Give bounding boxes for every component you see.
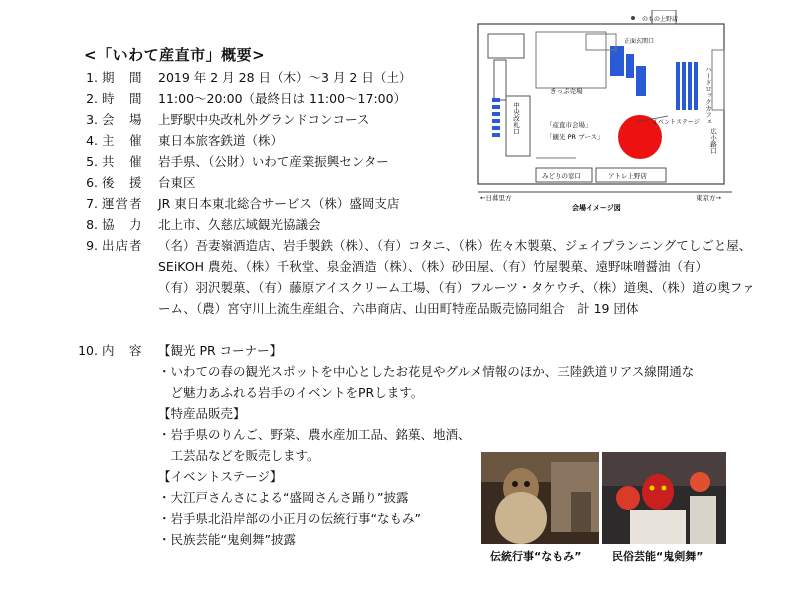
content-line: 【特産品販売】 [158, 406, 246, 421]
item-number: 1. [86, 70, 98, 85]
label-tokyo: 東京方→ [696, 194, 721, 202]
label-nippori: ←日暮里方 [480, 194, 512, 202]
item-number: 4. [86, 133, 98, 148]
item-value: 岩手県、（公財）いわて産業振興センター [158, 154, 389, 169]
item-label: 後 援 [102, 175, 143, 190]
content-line: 【イベントステージ】 [158, 469, 283, 484]
item-label: 主 催 [102, 133, 143, 148]
item-label: 期 間 [102, 70, 143, 85]
item-label: 会 場 [102, 112, 143, 127]
item-number: 3. [86, 112, 98, 127]
overview-item [70, 343, 282, 359]
stairs-right [676, 62, 698, 110]
caption-kenbai: 民俗芸能“鬼剣舞” [612, 550, 704, 563]
item-number: 2. [86, 91, 98, 106]
content-line: ・大江戸さんさによる“盛岡さんさ踊り”披露 [158, 490, 409, 505]
content-line: ・民族芸能“鬼剣舞”披露 [158, 532, 296, 547]
item-value: 台東区 [158, 175, 196, 190]
item-label: 共 催 [102, 154, 143, 169]
straw-costume [495, 492, 547, 544]
location-dot [631, 16, 635, 20]
map-caption: 会場イメージ図 [572, 204, 621, 212]
item-value: 上野駅中央改札外グランドコンコース [158, 112, 370, 127]
stairs-main-gate-2 [626, 54, 634, 78]
map-inner [712, 50, 724, 110]
item-label: 出店者 [102, 238, 143, 253]
content-line: ・岩手県のりんご、野菜、農水産加工品、銘菓、地酒、 [158, 427, 471, 442]
label-midori: みどりの窓口 [542, 172, 581, 180]
venue-map [476, 10, 736, 212]
label-atore: アトレ上野店 [608, 172, 647, 180]
overview-item [70, 175, 196, 191]
item-label: 運営者 [102, 196, 143, 211]
item-number: 6. [86, 175, 98, 190]
photo-namomi [481, 452, 599, 544]
overview-item [70, 154, 389, 170]
exhibitor-line: （有）羽沢製菓、（有）藤原アイスクリーム工場、（有）フルーツ・タケウチ、（株）道奥、（株）道の奥ファ [158, 280, 755, 295]
photo-kenbai [602, 452, 726, 544]
label-central-gate: 中央改札口 [512, 102, 520, 135]
overview-item [70, 238, 751, 254]
exhibitor-line: ーム、（農）宮守川上流生産組合、六串商店、山田町特産品販売協同組合 計 19 団体 [158, 301, 639, 316]
label-hiroshoji: 広小路口 [709, 128, 717, 154]
item-value: 11:00～20:00（最終日は 11:00～17:00） [158, 91, 407, 106]
item-number: 7. [86, 196, 98, 211]
overview-item [70, 70, 411, 86]
label-kippu: きっぷ売場 [550, 87, 583, 95]
item-value: JR 東日本東北総合サービス（株）盛岡支店 [158, 196, 400, 211]
overview-item [70, 112, 369, 128]
fan-left [616, 486, 640, 510]
stairs-left [492, 98, 500, 137]
item-label: 協 力 [102, 217, 143, 232]
label-hard-rock: ハードロックカフェ [704, 66, 712, 125]
stairs-main-gate-3 [636, 66, 646, 96]
item-label: 内 容 [102, 343, 143, 358]
label-event-stage: イベントステージ [652, 119, 700, 126]
item-value: 2019 年 2 月 28 日（木）～3 月 2 日（土） [158, 70, 412, 85]
overview-item [70, 196, 399, 212]
page-title: <「いわて産直市」概要> [84, 46, 266, 64]
item-label: 時 間 [102, 91, 143, 106]
label-main-gate: 正面玄関口 [624, 38, 655, 45]
item-number: 5. [86, 154, 98, 169]
item-number: 8. [86, 217, 98, 232]
label-park-exit: のもの上野店 [642, 16, 679, 23]
label-venue1: 「産直市会場」 [546, 121, 592, 129]
item-number: 9. [86, 238, 98, 253]
item-value: 【観光 PR コーナー】 [158, 343, 283, 358]
map-block [494, 60, 506, 100]
overview-item [70, 217, 321, 233]
content-line: ど魅力あふれる岩手のイベントをPRします。 [158, 385, 424, 400]
content-line: 工芸品などを販売します。 [158, 448, 320, 463]
item-value: 北上市、久慈広域観光協議会 [158, 217, 321, 232]
label-venue2: 「観光 PR ブース」 [546, 133, 604, 141]
content-line: ・岩手県北沿岸部の小正月の伝統行事“なもみ” [158, 511, 421, 526]
overview-item [70, 91, 406, 107]
item-number: 10. [78, 343, 98, 358]
content-line: ・いわての春の観光スポットを中心としたお花見やグルメ情報のほか、三陸鉄道リアス線開通な [158, 364, 695, 379]
map-block [488, 34, 524, 58]
map-inner [536, 32, 606, 88]
caption-namomi: 伝統行事“なもみ” [490, 550, 582, 563]
exhibitor-line: SEiKOH 農苑、（株）千秋堂、泉金酒造（株）、（株）砂田屋、（有）竹屋製菓、遠野味噌醤油（有） [158, 259, 709, 274]
item-value: （名）吾妻嶺酒造店、岩手製鉄（株）、（有）コタニ、（株）佐々木製菓、ジェイプランニングてしごと屋、 [158, 238, 752, 253]
demon-mask [642, 474, 674, 510]
overview-item [70, 133, 283, 149]
item-value: 東日本旅客鉄道（株） [158, 133, 284, 148]
